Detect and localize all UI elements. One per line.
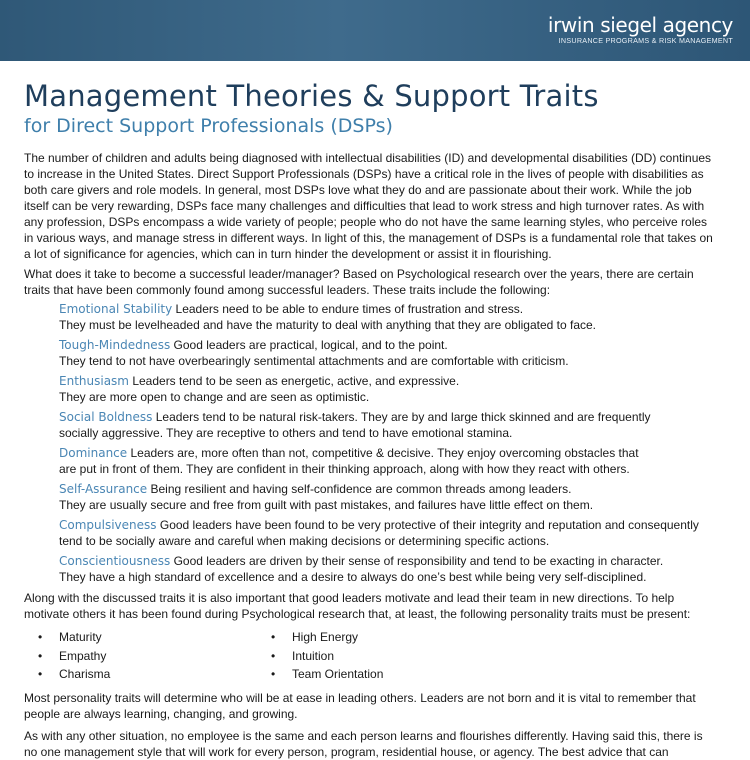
brand-name: irwin siegel agency xyxy=(547,13,733,37)
trait-text: Leaders tend to be seen as energetic, active, and expressive. xyxy=(128,374,460,388)
trait-text: They are more open to change and are seen as optimistic. xyxy=(59,389,370,404)
trait-name: Self-Assurance xyxy=(59,482,148,496)
brand-logo xyxy=(548,14,733,45)
list-item: • Team Orientation xyxy=(271,665,504,684)
trait-text: tend to be socially aware and careful when making decisions or determining specific actions. xyxy=(59,533,550,548)
trait-item xyxy=(59,482,714,513)
trait-text: socially aggressive. They are receptive to others and tend to have emotional stamina. xyxy=(59,425,513,440)
page-subtitle: for Direct Support Professionals (DSPs) xyxy=(24,115,393,137)
trait-name: Enthusiasm xyxy=(59,374,129,388)
header-banner xyxy=(0,0,750,61)
question-paragraph: What does it take to become a successful leader/manager? Based on Psychological research over the years, there are certain traits that have been commonly found among successful leaders. These traits include the following: xyxy=(24,267,694,297)
trait-item xyxy=(59,410,714,441)
trait-text: They are usually secure and free from guilt with past mistakes, and failures have little effect on them. xyxy=(59,497,594,512)
trait-item xyxy=(59,338,714,369)
trait-text: Leaders are, more often than not, competitive & decisive. They enjoy overcoming obstacles that xyxy=(127,446,639,460)
intro-paragraph: The number of children and adults being diagnosed with intellectual disabilities (ID) and developmental disabilities (DD) continues to increase in the United States. Direct Support Professionals (DSPs) have a critical role in the lives of people with disabilities as both care givers and role models. In general, most DSPs love what they do and are passionate about their work. While the job itself can be very rewarding, DSPs face many challenges and difficulties that lead to work stress and high turnover rates. As with any profession, DSPs encompass a wide variety of people; people who do not have the same learning styles, who perceive roles in various ways, and manage stress in different ways. In light of this, the management of DSPs is a fundamental role that takes on a lot of significance for agencies, which can in turn hinder the development or assist it in flourishing. xyxy=(24,151,713,261)
list-item: • Charisma xyxy=(38,665,271,684)
closing-paragraph: As with any other situation, no employee is the same and each person learns and flourishes differently. Having said this, there is no one management style that will work for every person, program, residential house, or agency. The best advice that can xyxy=(24,728,703,759)
trait-text: Good leaders have been found to be very protective of their integrity and reputation and consequently xyxy=(156,518,699,532)
trait-item xyxy=(59,518,714,549)
trait-name: Conscientiousness xyxy=(59,554,171,568)
trait-text: They tend to not have overbearingly sentimental attachments and are comfortable with criticism. xyxy=(59,353,569,368)
trait-text: Being resilient and having self-confidence are common threads among leaders. xyxy=(147,482,572,496)
trait-text: Good leaders are practical, logical, and to the point. xyxy=(170,338,448,352)
trait-name: Compulsiveness xyxy=(59,518,157,532)
trait-text: Leaders need to be able to endure times of frustration and stress. xyxy=(172,302,524,316)
brand-tagline: INSURANCE PROGRAMS & RISK MANAGEMENT xyxy=(558,36,733,45)
motivate-paragraph: Along with the discussed traits it is also important that good leaders motivate and lead their team in new directions. To help motivate others it has been found during Psychological research that, at least, the following personality traits must be present: xyxy=(24,591,691,621)
trait-text: They must be levelheaded and have the maturity to deal with anything that they are obligated to face. xyxy=(59,317,597,332)
document-body xyxy=(24,78,714,760)
list-item: • High Energy xyxy=(271,628,504,647)
bullet-column-right xyxy=(271,628,504,684)
traits-list xyxy=(24,302,714,585)
trait-text: Good leaders are driven by their sense of responsibility and tend to be exacting in character. xyxy=(170,554,664,568)
trait-text: Leaders tend to be natural risk-takers. They are by and large thick skinned and are frequently xyxy=(152,410,651,424)
trait-name: Tough-Mindedness xyxy=(59,338,171,352)
bullet-column-left xyxy=(38,628,271,684)
personality-traits-list xyxy=(24,628,714,684)
trait-name: Social Boldness xyxy=(59,410,153,424)
page-title: Management Theories & Support Traits xyxy=(24,79,599,113)
trait-item xyxy=(59,554,714,585)
trait-text: They have a high standard of excellence and a desire to always do one’s best while being very self-disciplined. xyxy=(59,569,647,584)
personality-paragraph: Most personality traits will determine who will be at ease in leading others. Leaders are not born and it is vital to remember that people are always learning, changing, and growing. xyxy=(24,690,696,721)
list-item: • Maturity xyxy=(38,628,271,647)
trait-item xyxy=(59,302,714,333)
list-item: • Intuition xyxy=(271,647,504,666)
trait-name: Dominance xyxy=(59,446,128,460)
trait-item xyxy=(59,374,714,405)
trait-name: Emotional Stability xyxy=(59,302,173,316)
trait-item xyxy=(59,446,714,477)
trait-text: are put in front of them. They are confident in their thinking approach, along with how they react with others. xyxy=(59,461,630,476)
list-item: • Empathy xyxy=(38,647,271,666)
